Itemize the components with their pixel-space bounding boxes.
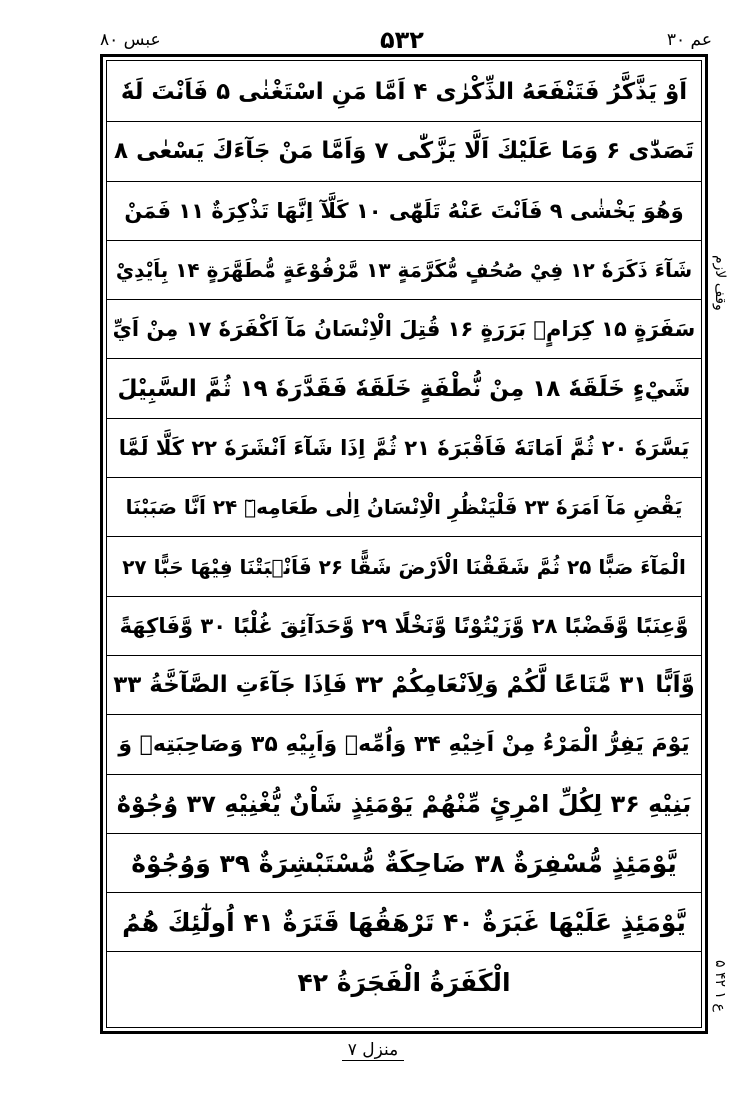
verse-line: الْمَآءَ صَبًّا ۲۵ ثُمَّ شَقَقْنَا الْاَرْضَ شَقًّا ۲۶ فَاَنْۢبَتْنَا فِيْهَا حَبًّا ۲۷ [107, 537, 701, 596]
page-number: ۵۳۲ [380, 26, 424, 54]
margin-note [706, 255, 732, 355]
verse-line: تَصَدّٰى ۶ وَمَا عَلَيْكَ اَلَّا يَزَّكّٰى ۷ وَاَمَّا مَنْ جَآءَكَ يَسْعٰى ۸ [107, 122, 701, 181]
juz-label: عم ۳۰ [666, 30, 712, 50]
page-footer [0, 1040, 746, 1061]
text-frame [100, 54, 708, 1034]
verse-line: يَقْضِ مَآ اَمَرَهٗ ۲۳ فَلْيَنْظُرِ الْاِنْسَانُ اِلٰى طَعَامِهٖٓ ۲۴ اَنَّا صَبَبْنَا [107, 478, 701, 537]
verse-line: سَفَرَةٍ ۱۵ كِرَامٍۭ بَرَرَةٍ ۱۶ قُتِلَ الْاِنْسَانُ مَآ اَكْفَرَهٗ ۱۷ مِنْ اَيِّ [107, 300, 701, 359]
ruku-marker-text: ع ۱ ۴۲ ۵ [712, 960, 728, 1012]
verse-line: بَنِيْهِ ۳۶ لِكُلِّ امْرِئٍ مِّنْهُمْ يَوْمَئِذٍ شَاْنٌ يُّغْنِيْهِ ۳۷ وُجُوْهٌ [107, 775, 701, 834]
verse-line: وَّعِنَبًا وَّقَضْبًا ۲۸ وَّزَيْتُوْنًا وَّنَخْلًا ۲۹ وَّحَدَآئِقَ غُلْبًا ۳۰ وَّفَاكِهَةً [107, 597, 701, 656]
surah-name-label: عبس ۸۰ [100, 30, 161, 50]
verse-line: يَوْمَ يَفِرُّ الْمَرْءُ مِنْ اَخِيْهِ ۳۴ وَاُمِّهٖ وَاَبِيْهِ ۳۵ وَصَاحِبَتِهٖ وَ [107, 715, 701, 774]
verse-line-final: الْكَفَرَةُ الْفَجَرَةُ ۴۲ [297, 967, 511, 997]
verse-line: اَوْ يَذَّكَّرُ فَتَنْفَعَهُ الذِّكْرٰى ۴ اَمَّا مَنِ اسْتَغْنٰى ۵ فَاَنْتَ لَهٗ [107, 63, 701, 122]
verse-line: شَيْءٍ خَلَقَهٗ ۱۸ مِنْ نُّطْفَةٍ خَلَقَهٗ فَقَدَّرَهٗ ۱۹ ثُمَّ السَّبِيْلَ [107, 359, 701, 418]
ruku-marker [708, 960, 732, 1030]
verse-line: يَسَّرَهٗ ۲۰ ثُمَّ اَمَاتَهٗ فَاَقْبَرَهٗ ۲۱ ثُمَّ اِذَا شَآءَ اَنْشَرَهٗ ۲۲ كَلَّا لَمَّا [107, 419, 701, 478]
verse-line: وَهُوَ يَخْشٰى ۹ فَاَنْتَ عَنْهُ تَلَهّٰى ۱۰ كَلَّآ اِنَّهَا تَذْكِرَةٌ ۱۱ فَمَنْ [107, 182, 701, 241]
waqf-lazim-note: وقف لازم [712, 255, 728, 311]
manzil-label: منزل ۷ [342, 1040, 405, 1061]
verse-line: شَآءَ ذَكَرَهٗ ۱۲ فِيْ صُحُفٍ مُّكَرَّمَةٍ ۱۳ مَّرْفُوْعَةٍ مُّطَهَّرَةٍ ۱۴ بِاَيْدِيْ [107, 241, 701, 300]
verse-line: يَّوْمَئِذٍ عَلَيْهَا غَبَرَةٌ ۴۰ تَرْهَقُهَا قَتَرَةٌ ۴۱ اُولٰٓئِكَ هُمُ [107, 893, 701, 952]
verse-lines [107, 63, 701, 1012]
verse-line: يَّوْمَئِذٍ مُّسْفِرَةٌ ۳۸ ضَاحِكَةٌ مُّسْتَبْشِرَةٌ ۳۹ وَوُجُوْهٌ [107, 834, 701, 893]
verse-line: وَّاَبًّا ۳۱ مَّتَاعًا لَّكُمْ وَلِاَنْعَامِكُمْ ۳۲ فَاِذَا جَآءَتِ الصَّآخَّةُ ۳۳ [107, 656, 701, 715]
page-header [100, 26, 712, 54]
